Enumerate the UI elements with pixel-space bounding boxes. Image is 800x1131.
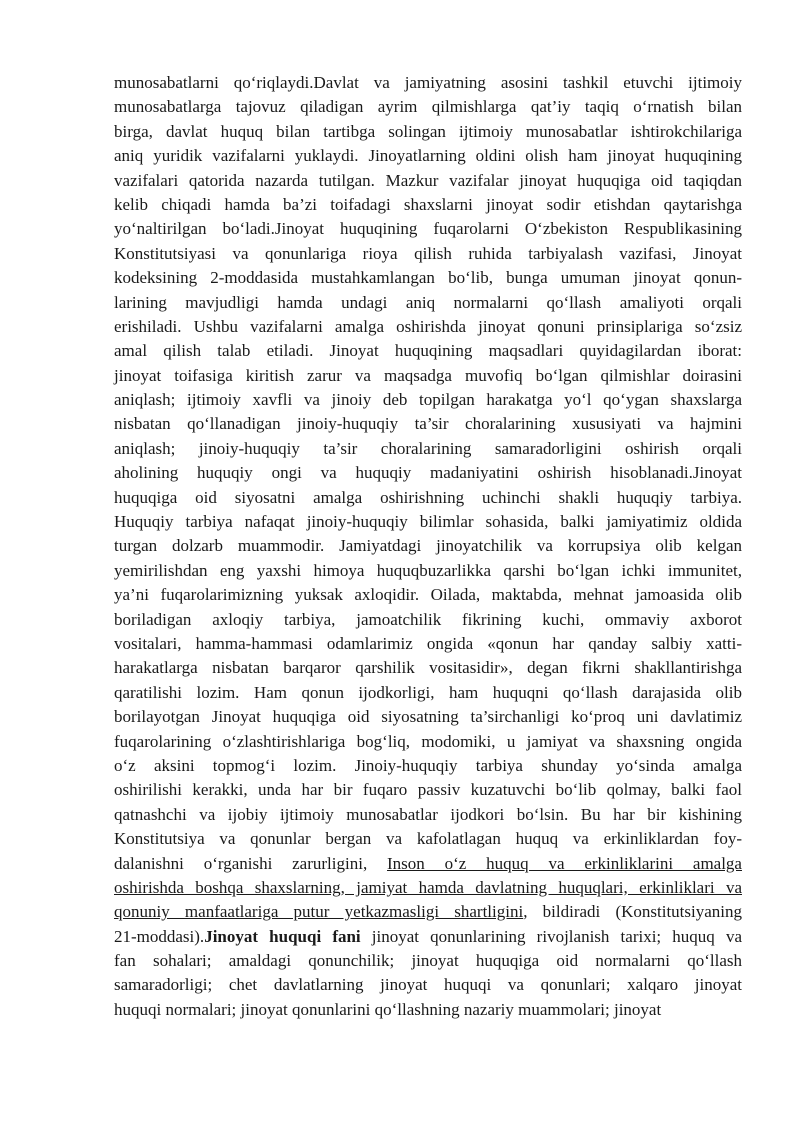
text-line bbox=[114, 217, 742, 241]
text-run: kelib chiqadi hamda ba’zi toifadagi shaxslarni jinoyat sodir etishdan qaytarishga bbox=[114, 194, 742, 214]
text-run: aniqlash; jinoiy-huquqiy ta’sir choralarining samaradorligini oshirish orqali bbox=[114, 438, 742, 458]
text-line bbox=[114, 95, 742, 119]
text-run: boriladigan axloqiy tarbiya, jamoatchilik fikrining kuchi, ommaviy axborot bbox=[114, 609, 742, 629]
text-line bbox=[114, 388, 742, 412]
text-run: erishiladi. Ushbu vazifalarni amalga oshirishda jinoyat qonuni prinsiplariga so‘zsiz bbox=[114, 316, 742, 336]
text-line bbox=[114, 169, 742, 193]
text-run: oshirilishi kerakki, unda har bir fuqaro passiv kuzatuvchi bo‘lib qolmay, balki faol bbox=[114, 780, 742, 800]
underlined-text: Inson o‘z huquq va erkinliklarini amalga bbox=[387, 853, 742, 873]
text-run: dalanishni o‘rganishi zarurligini, bbox=[114, 853, 388, 873]
text-run: aholining huquqiy ongi va huquqiy madaniyatini oshirish hisoblanadi.Jinoyat bbox=[114, 463, 742, 483]
text-run: vazifalari qatorida nazarda tutilgan. Mazkur vazifalar jinoyat huquqiga oid taqiqdan bbox=[114, 170, 742, 190]
text-run: Huquqiy tarbiya nafaqat jinoiy-huquqiy bilimlar sohasida, balki jamiyatimiz oldida bbox=[114, 512, 742, 532]
text-line bbox=[114, 900, 742, 924]
text-run: aniq yuridik vazifalarni yuklaydi. Jinoyatlarning oldini olish ham jinoyat huquqining bbox=[114, 146, 742, 166]
text-line bbox=[114, 681, 742, 705]
text-line bbox=[114, 71, 742, 95]
text-line bbox=[114, 559, 742, 583]
text-run: aniqlash; ijtimoiy xavfli va jinoiy deb topilgan harakatga yo‘l qo‘ygan shaxslarga bbox=[114, 390, 742, 410]
text-run: munosabatlarga tajovuz qiladigan ayrim qilmishlarga qat’iy taqiq o‘rnatish bilan bbox=[114, 97, 742, 117]
text-run: larining mavjudligi hamda undagi aniq normalarni qo‘llash amaliyoti orqali bbox=[114, 292, 742, 312]
text-line bbox=[114, 949, 742, 973]
text-line bbox=[114, 925, 742, 949]
document-page bbox=[114, 71, 742, 1022]
text-line bbox=[114, 583, 742, 607]
text-run: fuqarolarining o‘zlashtirishlariga bog‘liq, modomiki, u jamiyat va shaxsning ongida bbox=[114, 731, 742, 751]
text-line bbox=[114, 973, 742, 997]
text-line bbox=[114, 291, 742, 315]
text-run: qatnashchi va ijobiy ijtimoiy munosabatlar ijodkori bo‘lsin. Bu har bir kishining bbox=[114, 804, 742, 824]
text-run: Konstitutsiyasi va qonunlariga rioya qilish ruhida tarbiyalash vazifasi, Jinoyat bbox=[114, 243, 742, 263]
text-line bbox=[114, 632, 742, 656]
text-line bbox=[114, 656, 742, 680]
text-run: kodeksining 2-moddasida mustahkamlangan bo‘lib, bunga umuman jinoyat qonun- bbox=[114, 268, 742, 288]
text-line bbox=[114, 998, 742, 1022]
text-line bbox=[114, 315, 742, 339]
text-run: harakatlarga nisbatan barqaror qarshilik vositasidir», degan fikrni shakllantirishga bbox=[114, 658, 742, 678]
text-line bbox=[114, 364, 742, 388]
text-line bbox=[114, 412, 742, 436]
text-line bbox=[114, 437, 742, 461]
text-line bbox=[114, 120, 742, 144]
text-line bbox=[114, 534, 742, 558]
text-line bbox=[114, 339, 742, 363]
text-line bbox=[114, 486, 742, 510]
text-line bbox=[114, 730, 742, 754]
text-run: ya’ni fuqarolarimizning yuksak axloqidir. Oilada, maktabda, mehnat jamoasida olib bbox=[114, 585, 742, 605]
text-run: yo‘naltirilgan bo‘ladi.Jinoyat huquqining fuqarolarni O‘zbekiston Respublikasining bbox=[114, 219, 742, 239]
text-run: huquqi normalari; jinoyat qonunlarini qo‘llashning nazariy muammolari; jinoyat bbox=[114, 999, 662, 1019]
text-run: fan sohalari; amaldagi qonunchilik; jinoyat huquqiga oid normalarni qo‘llash bbox=[114, 951, 742, 971]
text-run: qaratilishi lozim. Ham qonun ijodkorligi, ham huquqni qo‘llash darajasida olib bbox=[114, 682, 742, 702]
underlined-text: qonuniy manfaatlariga putur yetkazmasligi shartligini bbox=[114, 902, 524, 922]
text-run: amal qilish talab etiladi. Jinoyat huquqining maqsadlari quyidagilardan iborat: bbox=[114, 341, 742, 361]
text-run: nisbatan qo‘llanadigan jinoiy-huquqiy ta’sir choralarining xususiyati va hajmini bbox=[114, 414, 742, 434]
text-line bbox=[114, 827, 742, 851]
text-line bbox=[114, 778, 742, 802]
text-run: yemirilishdan eng yaxshi himoya huquqbuzarlikka qarshi bo‘lgan ichki immunitet, bbox=[114, 560, 742, 580]
text-run: jinoyat qonunlarining rivojlanish tarixi; huquq va bbox=[360, 926, 742, 946]
bold-term: Jinoyat huquqi fani bbox=[204, 926, 361, 946]
text-run: 21-moddasi). bbox=[114, 926, 205, 946]
text-line bbox=[114, 608, 742, 632]
text-line bbox=[114, 461, 742, 485]
text-run: o‘z aksini topmog‘i lozim. Jinoiy-huquqiy tarbiya shunday yo‘sinda amalga bbox=[114, 755, 742, 775]
text-run: borilayotgan Jinoyat huquqiga oid siyosatning ta’sirchanligi ko‘proq uni davlatimiz bbox=[114, 707, 742, 727]
text-line bbox=[114, 510, 742, 534]
text-run: birga, davlat huquq bilan tartibga solingan ijtimoiy munosabatlar ishtirokchilariga bbox=[114, 121, 742, 141]
text-run: munosabatlarni qo‘riqlaydi.Davlat va jamiyatning asosini tashkil etuvchi ijtimoiy bbox=[114, 73, 742, 92]
text-line bbox=[114, 144, 742, 168]
text-run: Konstitutsiya va qonunlar bergan va kafolatlagan huquq va erkinliklardan foy- bbox=[114, 829, 742, 849]
text-run: jinoyat toifasiga kiritish zarur va maqsadga muvofiq bo‘lgan qilmishlar doirasini bbox=[114, 365, 742, 385]
text-run: vositalari, hamma-hammasi odamlarimiz ongida «qonun har qanday salbiy xatti- bbox=[114, 633, 742, 653]
text-run: samaradorligi; chet davlatlarning jinoyat huquqi va qonunlari; xalqaro jinoyat bbox=[114, 975, 742, 995]
text-run: turgan dolzarb muammodir. Jamiyatdagi jinoyatchilik va korrupsiya olib kelgan bbox=[114, 536, 742, 556]
text-line bbox=[114, 193, 742, 217]
text-line bbox=[114, 852, 742, 876]
text-line bbox=[114, 754, 742, 778]
underlined-text: oshirishda boshqa shaxslarning, jamiyat hamda davlatning huquqlari, erkinliklari va bbox=[114, 877, 742, 897]
text-line bbox=[114, 705, 742, 729]
text-line bbox=[114, 242, 742, 266]
text-run: , bildiradi (Konstitutsiyaning bbox=[523, 902, 743, 922]
text-line bbox=[114, 266, 742, 290]
text-run: huquqiga oid siyosatni amalga oshirishning uchinchi shakli huquqiy tarbiya. bbox=[114, 487, 742, 507]
text-line bbox=[114, 876, 742, 900]
text-line bbox=[114, 803, 742, 827]
